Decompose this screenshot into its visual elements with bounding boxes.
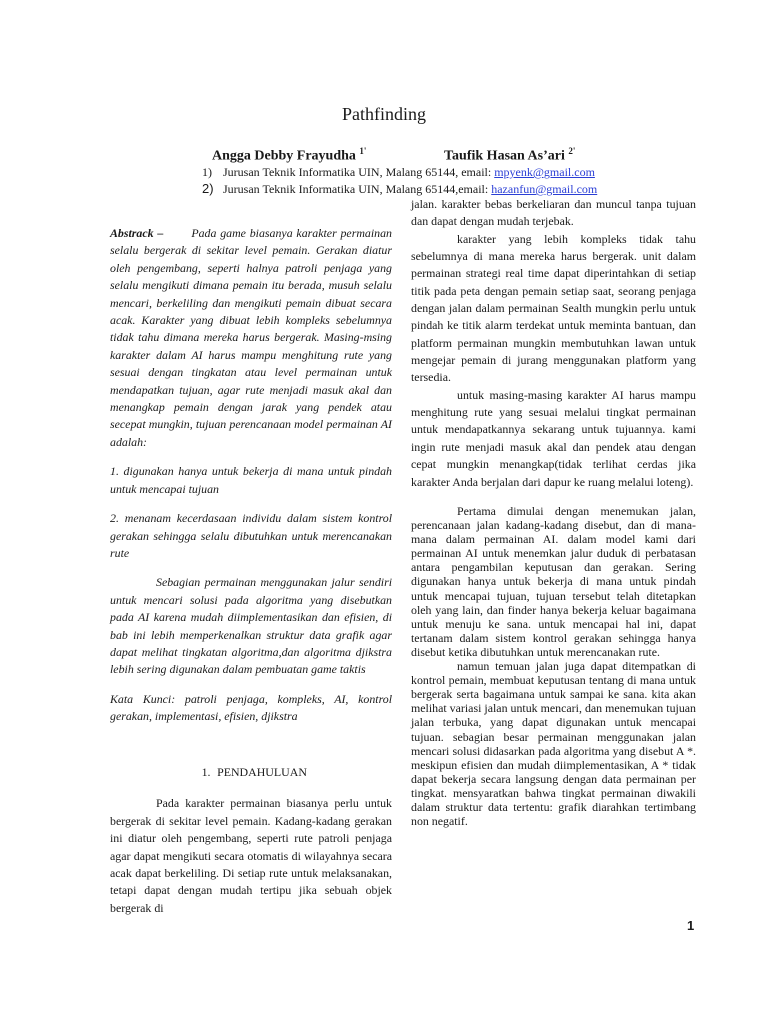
section-heading (110, 764, 392, 781)
section-number: 1. (201, 765, 211, 779)
abstract-paragraph-2 (110, 574, 392, 678)
author-2-name: Taufik Hasan As’ari (444, 148, 565, 164)
keywords: Kata Kunci: patroli penjaga, kompleks, AI, kontrol gerakan, implementasi, efisien, djikstra (110, 691, 392, 724)
affiliation-1 (202, 165, 595, 180)
right-paragraph-3 (411, 387, 696, 491)
affiliation-2 (202, 181, 597, 197)
right-paragraph-1: jalan. karakter bebas berkeliaran dan muncul tanpa tujuan dan dapat dengan mudah terjebak. (411, 197, 696, 229)
introduction-paragraph-text: Pada karakter permainan biasanya perlu untuk bergerak di sekitar level pemain. Kadang-kadang gerakan ini diatur oleh pengembang, seperti rute patroli penjaga agar dapat mengikuti secara otomatis di wilayahnya secara acak dapat berkeliling. Di setiap rute untuk melaksanakan, tetapi dapat dengan mudah tertipu jika sebuah objek bergerak di (110, 796, 392, 915)
right-paragraph-2 (411, 231, 696, 387)
author-1-sup: 1' (359, 146, 367, 156)
author-1-name: Angga Debby Frayudha (212, 148, 356, 164)
abstract-column (110, 225, 392, 726)
abstract-paragraph (110, 225, 392, 451)
introduction-column (110, 764, 392, 917)
section-title: PENDAHULUAN (217, 765, 307, 779)
right-paragraph-2-text: karakter yang lebih kompleks tidak tahu sebelumnya di mana mereka harus bergerak. unit dalam permainan strategi real time dapat diperintahkan di setiap titik pada peta dengan pemain setiap saat, seorang penjaga dengan jalan dalam permainan Sealth mungkin perlu untuk pindah ke titik alarm terdekat untuk meminta bantuan, dan platform permainan mungkin membutuhkan lawan untuk mengejar pemain di jurang menggunakan platform yang tersedia. (411, 231, 696, 385)
page-number: 1 (687, 918, 695, 933)
right-paragraph-5-text: namun temuan jalan juga dapat ditempatkan di kontrol pemain, membuat keputusan tentang di mana untuk bergerak serta bagaimana untuk sampai ke sana. kita akan melihat variasi jalan untuk mencari, dan menemukan tujuan jalan terbuka, yang dapat digunakan untuk mencapai tujuan. sebagian besar permainan menggunakan jalan mencari solusi didasarkan pada algoritma yang disebut A *. meskipun efisien dan mudah diimplementasikan, A * tidak dapat bekerja secara langsung dengan data permainan per tingkat. mensyaratkan bahwa tingkat permainan diwakili dalam struktur data tertentu: grafik diarahkan tertimbang non negatif. (411, 659, 696, 829)
introduction-paragraph (110, 795, 392, 917)
affiliation-1-text: Jurusan Teknik Informatika UIN, Malang 65144, email: (223, 165, 495, 179)
abstract-text: Pada game biasanya karakter permainan selalu bergerak di sekitar level pemain. Gerakan diatur oleh pengembang, seperti halnya patroli penjaga yang selalu mengikuti dimana pemain itu berada, musuh selalu mencari, berkeliling dan mengikuti pemain dibuat secara acak. Karakter yang dibuat lebih kompleks sebelumnya tidak tahu dimana mereka harus bergerak. Masing-msing karakter dalam AI harus mampu menghitung rute yang sesuai dengan tingkatan atau level permainan untuk mendapatkan tujuan, agar rute menjadi masuk akal dan menangkap pemain dengan jarak yang pendek atau secepat mungkin, tujuan perencanaan model permainan AI adalah: (110, 226, 392, 449)
author-2-sup: 2' (568, 146, 576, 156)
abstract-item-1: 1. digunakan hanya untuk bekerja di mana untuk pindah untuk mencapai tujuan (110, 464, 392, 496)
affiliation-2-number: 2) (202, 181, 214, 196)
affiliation-1-email-link[interactable]: mpyenk@gmail.com (494, 165, 595, 179)
abstract-paragraph-2-text: Sebagian permainan menggunakan jalur sendiri untuk mencari solusi pada algoritma yang disebutkan pada AI karena mudah diimplementasikan dan efisien, di bab ini lebih memperkenalkan struktur data grafik agar dapat melihat tingkatan algoritma,dan algoritma djikstra lebih sering digunakan dalam pembuatan game taktis (110, 575, 392, 677)
affiliation-2-email-link[interactable]: hazanfun@gmail.com (491, 182, 598, 196)
right-column-top (411, 196, 696, 491)
abstract-label: Abstrack – (110, 226, 164, 240)
author-2 (444, 146, 575, 165)
affiliation-1-number: 1) (202, 165, 212, 179)
author-1 (212, 146, 366, 165)
abstract-item-2: 2. menanam kecerdasaan individu dalam sistem kontrol gerakan sehingga selalu dibutuhkan untuk merencanakan rute (110, 511, 392, 560)
right-paragraph-4 (411, 504, 696, 659)
right-paragraph-4-text: Pertama dimulai dengan menemukan jalan, perencanaan jalan kadang-kadang disebut, dan di mana-mana dalam permainan AI. dalam model kami dari permainan AI untuk menemkan jalur duduk di perbatasan antara pengambilan keputusan dan gerakan. Sering digunakan hanya untuk bekerja di mana untuk pindah untuk mencapai tujuan, tujuan tersebut telah ditetapkan oleh yang lain, dan finder hanya bekerja keluar bagaimana untuk menuju ke sana. untuk mencapai hal ini, dapat tertanam dalam sistem kontrol gerakan sehingga hanya disebut ketika dibutuhkan untuk merencanakan rute. (411, 504, 696, 659)
paper-title: Pathfinding (342, 104, 426, 124)
right-paragraph-3-text: untuk masing-masing karakter AI harus mampu menghitung rute yang sesuai melalui tingkat permainan untuk mendapatkannya sekarang untuk tujuannya. kami ingin rute menjadi masuk akal dan pendek atau dengan cepat mungkin menangkap(tidak terlihat cerdas jika karakter Anda berjalan dari dapur ke ruang melalui loteng). (411, 387, 696, 489)
affiliation-2-text: Jurusan Teknik Informatika UIN, Malang 65144,email: (223, 182, 492, 196)
right-column-bottom (411, 504, 696, 828)
right-paragraph-5 (411, 659, 696, 828)
